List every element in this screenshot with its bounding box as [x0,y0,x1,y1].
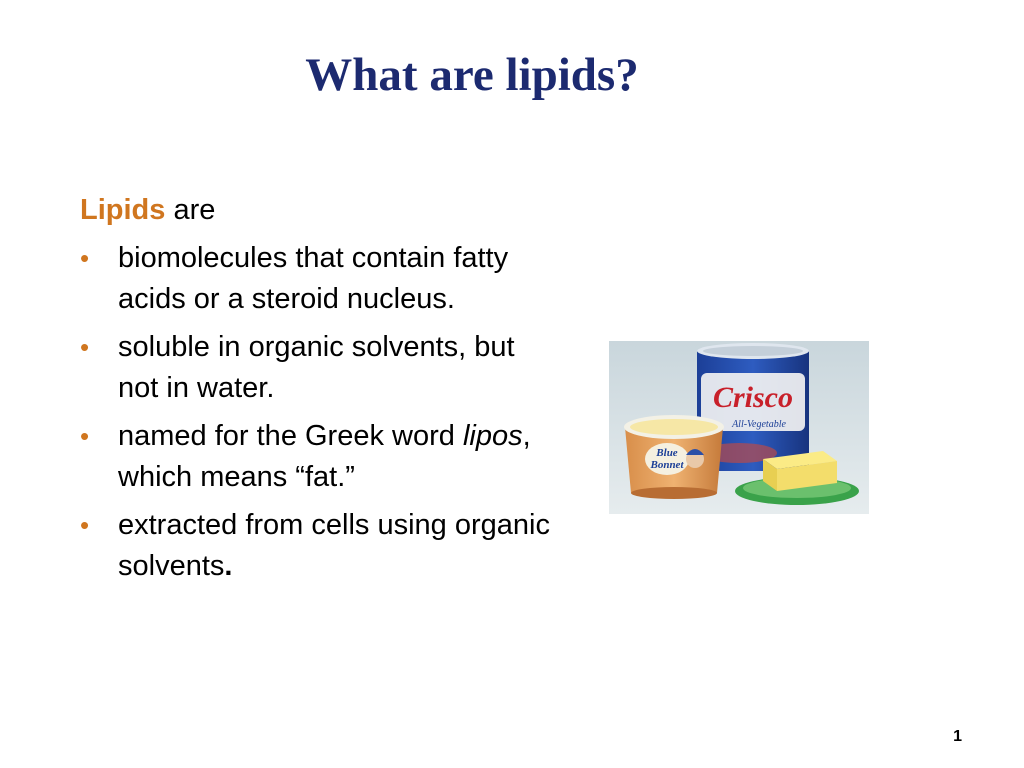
blue-bonnet-tub [624,415,724,499]
bullet-icon: • [80,510,90,540]
bullet-item [80,505,550,587]
crisco-logo: Crisco [712,381,794,414]
intro-term: Lipids [80,194,166,226]
tub-logo-line2: Bonnet [650,459,684,471]
intro-rest: are [165,194,216,226]
slide-body [80,190,550,594]
lipid-products-photo [609,341,869,514]
bullet-text-italic: lipos [462,420,523,452]
bullet-text-pre: named for the Greek word [118,420,463,452]
photo-illustration [609,341,869,514]
bullet-text: biomolecules that contain fatty acids or a steroid nucleus. [118,242,509,315]
bullet-item [80,327,550,409]
bullet-item [80,416,550,498]
intro-line [80,190,550,231]
bullet-item [80,238,550,320]
bullet-list [80,238,550,587]
bullet-text: soluble in organic solvents, but not in water. [118,331,515,404]
bullet-icon: • [80,243,90,273]
bullet-text-post: , which means “fat.” [118,420,531,493]
tub-logo-line1: Blue [656,447,678,459]
bullet-icon: • [80,332,90,362]
page-number: 1 [953,728,962,745]
crisco-sub-label: All-Vegetable [732,419,786,430]
bullet-text-period: . [224,550,233,582]
slide-title: What are lipids? [305,49,639,101]
bullet-text: extracted from cells using organic solvents [118,509,550,582]
bullet-icon: • [80,421,90,451]
